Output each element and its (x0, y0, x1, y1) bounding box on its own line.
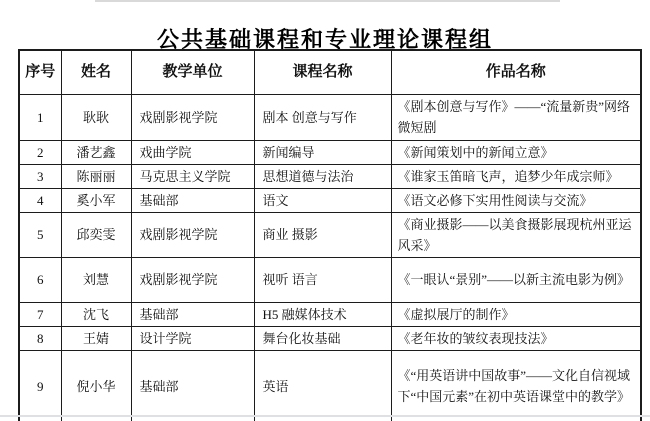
cell-work: 《商业摄影——以美食摄影展现杭州亚运风采》 (391, 212, 641, 257)
cell-unit: 戏剧影视学院 (131, 94, 254, 140)
cell-unit: 戏剧影视学院 (131, 257, 254, 302)
cell-unit: 戏曲学院 (131, 140, 254, 164)
cell-serial: 4 (19, 188, 61, 212)
cell-unit: 马克思主义学院 (131, 164, 254, 188)
column-header-name: 姓名 (61, 50, 131, 94)
cell-name: 陈丽丽 (61, 164, 131, 188)
cell-course: 语文 (254, 188, 391, 212)
cell-work: 《语文必修下实用性阅读与交流》 (391, 188, 641, 212)
cell-work: 《剧本创意与写作》——“流量新贵”网络微短剧 (391, 94, 641, 140)
cell-name: 沈飞 (61, 302, 131, 326)
cell-work: 《谁家玉笛暗飞声，追梦少年成宗师》 (391, 164, 641, 188)
column-header-unit: 教学单位 (131, 50, 254, 94)
cell-work: 《“用英语讲中国故事”——文化自信视域下“中国元素”在初中英语课堂中的教学》 (391, 350, 641, 421)
table-row (19, 350, 641, 421)
cell-work: 《新闻策划中的新闻立意》 (391, 140, 641, 164)
cell-course: 视听 语言 (254, 257, 391, 302)
cell-serial: 9 (19, 350, 61, 421)
cell-unit: 基础部 (131, 188, 254, 212)
cell-course: 英语 (254, 350, 391, 421)
page-title: 公共基础课程和专业理论课程组 (156, 26, 493, 52)
cell-name: 王婧 (61, 326, 131, 350)
table-row (19, 326, 641, 350)
table-row (19, 302, 641, 326)
table-row (19, 212, 641, 257)
table-header-row (19, 50, 641, 94)
course-table (18, 49, 642, 421)
cell-course: 新闻编导 (254, 140, 391, 164)
cell-name: 耿耿 (61, 94, 131, 140)
cell-serial: 8 (19, 326, 61, 350)
cell-course: 舞台化妆基础 (254, 326, 391, 350)
cell-name: 奚小军 (61, 188, 131, 212)
cell-name: 潘艺鑫 (61, 140, 131, 164)
cell-work: 《一眼认“景别”——以新主流电影为例》 (391, 257, 641, 302)
cell-serial: 5 (19, 212, 61, 257)
cell-serial: 7 (19, 302, 61, 326)
cell-course: 剧本 创意与写作 (254, 94, 391, 140)
cell-work: 《老年妆的皱纹表现技法》 (391, 326, 641, 350)
cell-course: 商业 摄影 (254, 212, 391, 257)
top-edge-artifact (95, 0, 560, 2)
cell-unit: 基础部 (131, 302, 254, 326)
cell-work: 《虚拟展厅的制作》 (391, 302, 641, 326)
cell-course: H5 融媒体技术 (254, 302, 391, 326)
cell-unit: 设计学院 (131, 326, 254, 350)
cell-serial: 3 (19, 164, 61, 188)
cell-name: 倪小华 (61, 350, 131, 421)
cell-serial: 2 (19, 140, 61, 164)
table-row (19, 164, 641, 188)
column-header-course: 课程名称 (254, 50, 391, 94)
cell-name: 刘慧 (61, 257, 131, 302)
column-header-work: 作品名称 (391, 50, 641, 94)
table-body (19, 94, 641, 421)
cell-serial: 6 (19, 257, 61, 302)
table-row (19, 257, 641, 302)
table-row (19, 140, 641, 164)
cell-name: 邱奕雯 (61, 212, 131, 257)
table-row (19, 188, 641, 212)
cell-unit: 基础部 (131, 350, 254, 421)
column-header-serial: 序号 (19, 50, 61, 94)
cell-serial: 1 (19, 94, 61, 140)
cell-unit: 戏剧影视学院 (131, 212, 254, 257)
bottom-edge-artifact (0, 415, 650, 417)
table-row (19, 94, 641, 140)
cell-course: 思想道德与法治 (254, 164, 391, 188)
